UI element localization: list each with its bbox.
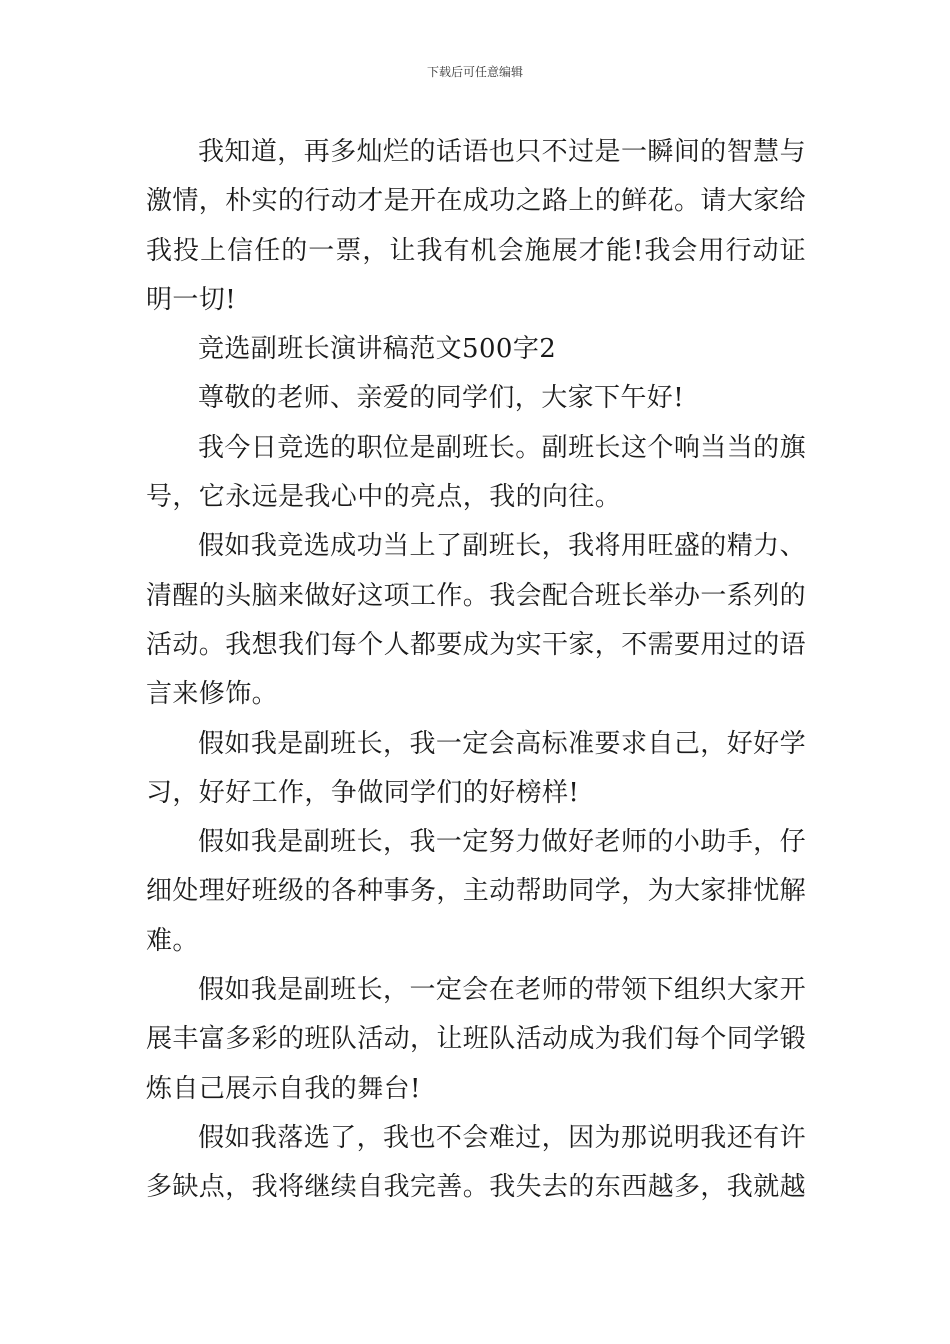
paragraph-role-model: 假如我是副班长，我一定会高标准要求自己，好好学习，好好工作，争做同学们的好榜样! xyxy=(146,728,806,808)
page-header-note: 下载后可任意编辑 xyxy=(426,65,523,79)
paragraph-position: 我今日竞选的职位是副班长。副班长这个响当当的旗号，它永远是我心中的亮点，我的向往。 xyxy=(146,432,806,513)
paragraph-greeting: 尊敬的老师、亲爱的同学们，大家下午好! xyxy=(198,383,685,414)
paragraph-teacher-helper: 假如我是副班长，我一定努力做好老师的小助手，仔细处理好班级的各种事务，主动帮助同学，为大家排忧解难。 xyxy=(146,827,807,956)
paragraph-if-elected: 假如我竞选成功当上了副班长，我将用旺盛的精力、清醒的头脑来做好这项工作。我会配合班长举办一系列的活动。我想我们每个人都要成为实干家，不需要用过的语言来修饰。 xyxy=(146,531,807,710)
document-body xyxy=(146,128,806,1213)
paragraph-closing-remarks: 我知道，再多灿烂的话语也只不过是一瞬间的智慧与激情，朴实的行动才是开在成功之路上的鲜花。请大家给我投上信任的一票，让我有机会施展才能!我会用行动证明一切! xyxy=(146,137,807,315)
paragraph-class-activities: 假如我是副班长，一定会在老师的带领下组织大家开展丰富多彩的班队活动，让班队活动成为我们每个同学锻炼自己展示自我的舞台! xyxy=(146,975,807,1104)
paragraph-if-not-elected: 假如我落选了，我也不会难过，因为那说明我还有许多缺点，我将继续自我完善。我失去的东西越多，我就越 xyxy=(146,1122,807,1203)
section-title: 竞选副班长演讲稿范文500字2 xyxy=(198,334,557,365)
